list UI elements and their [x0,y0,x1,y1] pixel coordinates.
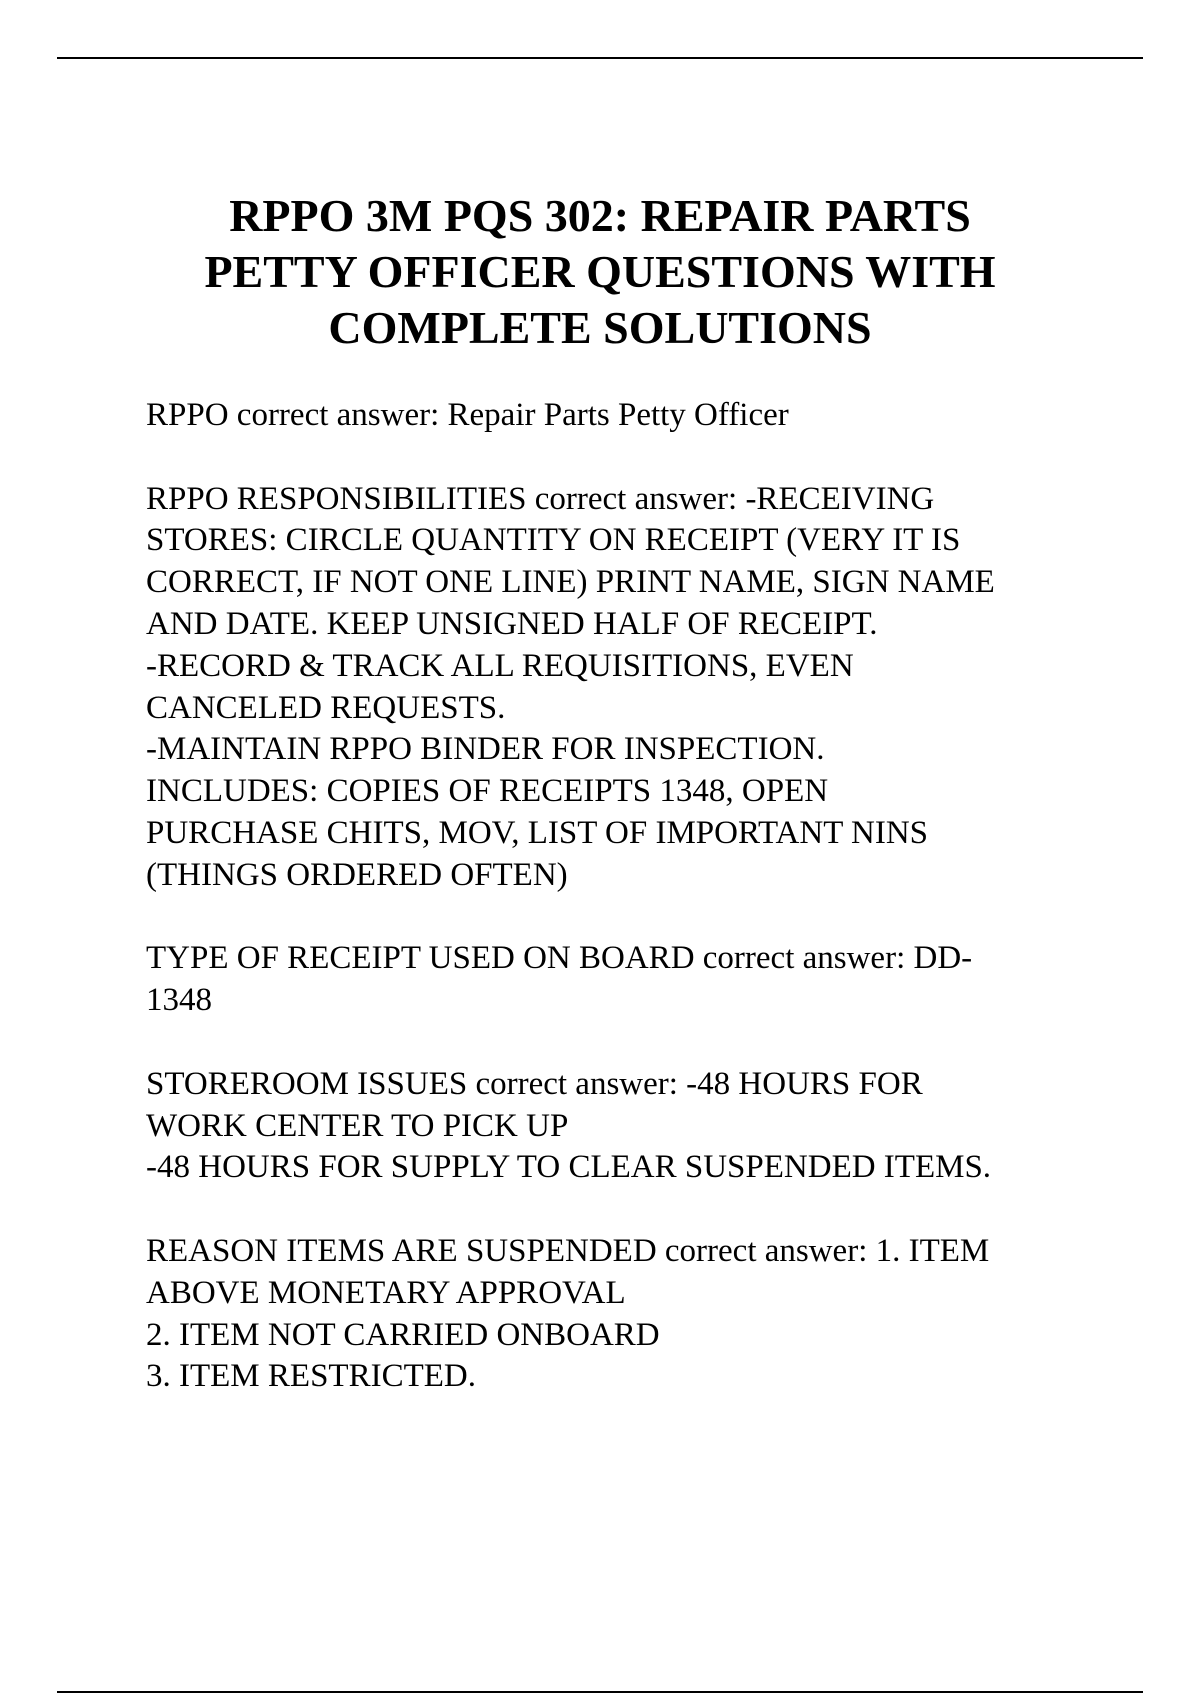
qa-line: RPPO RESPONSIBILITIES correct answer: -RECEIVING [146,480,935,517]
qa-line: CORRECT, IF NOT ONE LINE) PRINT NAME, SIGN NAME [146,564,995,601]
qa-item-storeroom-issues [146,1064,1146,1189]
qa-line: ABOVE MONETARY APPROVAL [146,1274,626,1311]
qa-item-receipt-type [146,938,1146,1022]
bottom-divider [57,1691,1143,1693]
qa-item-rppo [146,395,1146,437]
qa-line: 1348 [146,982,212,1019]
qa-line: WORK CENTER TO PICK UP [146,1107,569,1144]
qa-line: STORES: CIRCLE QUANTITY ON RECEIPT (VERY IT IS [146,522,961,559]
qa-line: CANCELED REQUESTS. [146,689,506,726]
qa-line: REASON ITEMS ARE SUSPENDED correct answer: 1. ITEM [146,1232,990,1269]
title-line: COMPLETE SOLUTIONS [328,302,872,353]
qa-line: AND DATE. KEEP UNSIGNED HALF OF RECEIPT. [146,605,878,642]
qa-list [146,395,1146,1440]
title-line: RPPO 3M PQS 302: REPAIR PARTS [229,190,971,241]
qa-item-rppo-responsibilities [146,479,1146,897]
qa-line: -MAINTAIN RPPO BINDER FOR INSPECTION. [146,731,825,768]
qa-line: INCLUDES: COPIES OF RECEIPTS 1348, OPEN [146,773,829,810]
title-line: PETTY OFFICER QUESTIONS WITH [204,246,996,297]
qa-line: STOREROOM ISSUES correct answer: -48 HOURS FOR [146,1065,923,1102]
document-title [100,188,1100,356]
qa-line: -48 HOURS FOR SUPPLY TO CLEAR SUSPENDED ITEMS. [146,1149,992,1186]
qa-line: PURCHASE CHITS, MOV, LIST OF IMPORTANT NINS [146,814,929,851]
qa-line: 3. ITEM RESTRICTED. [146,1358,476,1395]
top-divider [57,57,1143,59]
qa-line: (THINGS ORDERED OFTEN) [146,856,568,893]
qa-item-suspended-reasons [146,1231,1146,1398]
qa-line: RPPO correct answer: Repair Parts Petty Officer [146,397,789,433]
qa-line: 2. ITEM NOT CARRIED ONBOARD [146,1316,660,1353]
qa-line: -RECORD & TRACK ALL REQUISITIONS, EVEN [146,647,854,684]
qa-line: TYPE OF RECEIPT USED ON BOARD correct answer: DD- [146,940,973,977]
